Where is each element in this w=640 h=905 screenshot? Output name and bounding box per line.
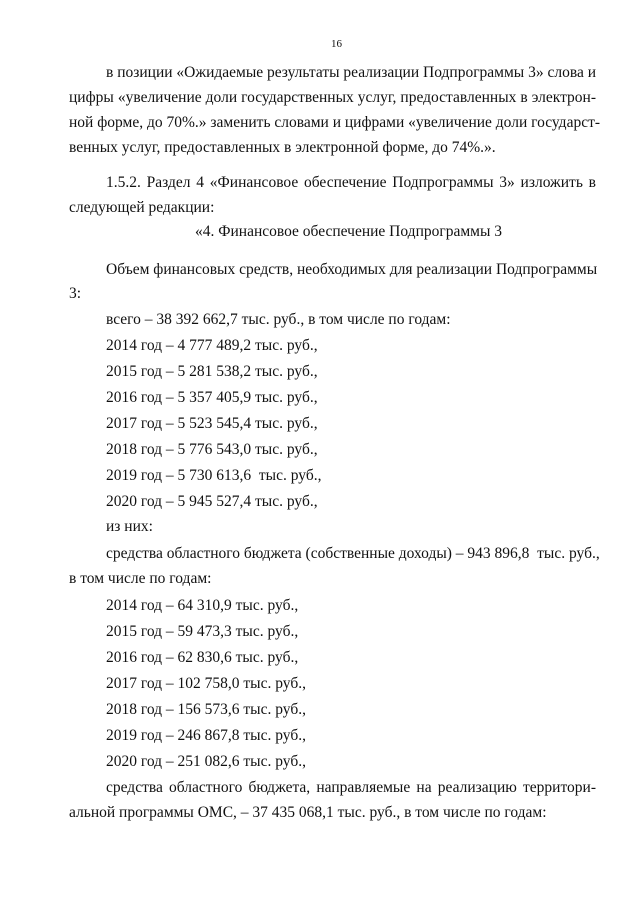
own-year-2020: 2020 год – 251 082,6 тыс. руб.,: [106, 753, 306, 770]
total-year-2018: 2018 год – 5 776 543,0 тыс. руб.,: [106, 441, 318, 458]
own-budget-line2: в том числе по годам:: [69, 570, 212, 587]
of-them-label: из них:: [106, 518, 153, 535]
own-budget-line1: средства областного бюджета (собственные доходы) – 943 896,8 тыс. руб.,: [106, 545, 600, 562]
total-year-2016: 2016 год – 5 357 405,9 тыс. руб.,: [106, 389, 318, 406]
own-year-2015: 2015 год – 59 473,3 тыс. руб.,: [106, 623, 299, 640]
total-year-2014: 2014 год – 4 777 489,2 тыс. руб.,: [106, 337, 318, 354]
para1-line2: цифры «увеличение доли государственных услуг, предоставленных в электрон-: [69, 89, 596, 106]
para1-line3: ной форме, до 70%.» заменить словами и цифрами «увеличение доли государст-: [69, 114, 601, 131]
total-year-2017: 2017 год – 5 523 545,4 тыс. руб.,: [106, 415, 318, 432]
page-number: 16: [331, 38, 342, 50]
total-year-2015: 2015 год – 5 281 538,2 тыс. руб.,: [106, 363, 318, 380]
own-year-2018: 2018 год – 156 573,6 тыс. руб.,: [106, 701, 306, 718]
own-year-2016: 2016 год – 62 830,6 тыс. руб.,: [106, 649, 299, 666]
own-year-2017: 2017 год – 102 758,0 тыс. руб.,: [106, 675, 306, 692]
own-year-2019: 2019 год – 246 867,8 тыс. руб.,: [106, 727, 306, 744]
para1-line4: венных услуг, предоставленных в электронной форме, до 74%.».: [69, 139, 496, 156]
intro-line1: Объем финансовых средств, необходимых для реализации Подпрограммы: [106, 261, 598, 278]
total-year-2020: 2020 год – 5 945 527,4 тыс. руб.,: [106, 493, 318, 510]
para2-line2: следующей редакции:: [69, 199, 215, 216]
para2-line1: 1.5.2. Раздел 4 «Финансовое обеспечение Подпрограммы 3» изложить в: [106, 174, 596, 191]
total-line: всего – 38 392 662,7 тыс. руб., в том числе по годам:: [106, 311, 451, 328]
para1-line1: в позиции «Ожидаемые результаты реализации Подпрограммы 3» слова и: [106, 64, 596, 81]
total-year-2019: 2019 год – 5 730 613,6 тыс. руб.,: [106, 467, 322, 484]
intro-line2: 3:: [69, 285, 82, 302]
section-heading: «4. Финансовое обеспечение Подпрограммы 3: [195, 223, 503, 240]
oms-line1: средства областного бюджета, направляемые на реализацию территори-: [106, 779, 596, 796]
oms-line2: альной программы ОМС, – 37 435 068,1 тыс. руб., в том числе по годам:: [69, 804, 547, 821]
own-year-2014: 2014 год – 64 310,9 тыс. руб.,: [106, 597, 299, 614]
